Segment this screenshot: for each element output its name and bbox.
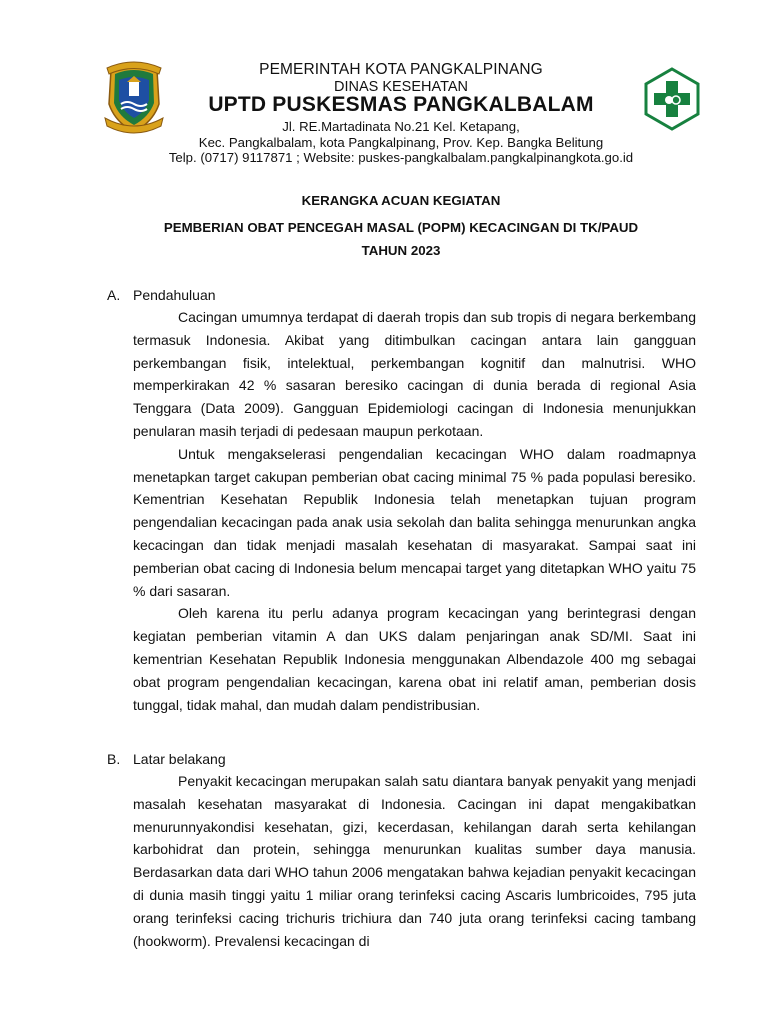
contact-line: Telp. (0717) 9117871 ; Website: puskes-pangkalbalam.pangkalpinangkota.go.id — [168, 150, 634, 165]
paragraph: Penyakit kecacingan merupakan salah satu diantara banyak penyakit yang menjadi masalah kesehatan masyarakat di Indonesia. Cacingan ini dapat mengakibatkan menurunnyakondisi kesehatan, gizi, kecerdasan, kehilangan darah serta kehilangan karbohidrat dan protein, sehingga menurunkan kualitas sumber daya manusia. Berdasarkan data dari WHO tahun 2006 mengatakan bahwa kejadian penyakit kecacingan di dunia masih tinggi yaitu 1 miliar orang terinfeksi cacing Ascaris lumbricoides, 795 juta orang terinfeksi cacing trichuris trichiura dan 740 juta orang terinfeksi cacing tambang (hookworm). Prevalensi kecacingan di — [133, 773, 696, 949]
section-letter: B. — [107, 751, 121, 767]
document-year: TAHUN 2023 — [361, 243, 441, 258]
section-body-a — [133, 306, 696, 716]
address-line-2: Kec. Pangkalbalam, kota Pangkalpinang, Prov. Kep. Bangka Belitung — [198, 135, 604, 150]
document-title: KERANGKA ACUAN KEGIATAN — [301, 193, 501, 208]
section-body-b — [133, 770, 696, 952]
paragraph: Oleh karena itu perlu adanya program kecacingan yang berintegrasi dengan kegiatan pemberian vitamin A dan UKS dalam penjaringan anak SD/MI. Saat ini kementrian Kesehatan Republik Indonesia menggunakan Albendazole 400 mg sebagai obat program pengendalian kecacingan, karena obat ini relatif aman, pemberian dosis tunggal, tidak mahal, dan mudah dalam pendistribusian. — [133, 605, 696, 713]
document-subtitle: PEMBERIAN OBAT PENCEGAH MASAL (POPM) KECACINGAN DI TK/PAUD — [163, 220, 639, 235]
department-name: DINAS KESEHATAN — [333, 79, 469, 95]
paragraph: Untuk mengakselerasi pengendalian kecacingan WHO dalam roadmapnya menetapkan target cakupan pemberian obat cacing minimal 75 % pada populasi beresiko. Kementrian Kesehatan Republik Indonesia telah menetapkan tujuan program pengendalian kecacingan pada anak usia sekolah dan balita sehingga menurunkan angka kecacingan dan tidak menjadi masalah kesehatan di masyarakat. Sampai saat ini pemberian obat cacing di Indonesia belum mencapai target yang ditetapkan WHO yaitu 75 % dari sasaran. — [133, 445, 696, 599]
section-heading-b — [107, 751, 226, 767]
government-name: PEMERINTAH KOTA PANGKALPINANG — [259, 61, 543, 78]
section-letter: A. — [107, 287, 121, 303]
address-line-1: Jl. RE.Martadinata No.21 Kel. Ketapang, — [282, 119, 520, 134]
section-heading-a — [107, 287, 216, 303]
institution-name: UPTD PUSKESMAS PANGKALBALAM — [208, 93, 594, 116]
section-title: Pendahuluan — [133, 287, 216, 303]
health-cross-icon — [642, 67, 702, 131]
paragraph: Cacingan umumnya terdapat di daerah tropis dan sub tropis di negara berkembang termasuk Indonesia. Akibat yang ditimbulkan cacingan antara lain gangguan perkembangan fisik, intelektual, perkembangan kognitif dan malnutrisi. WHO memperkirakan 42 % sasaran beresiko cacingan di dunia berada di regional Asia Tenggara (Data 2009). Gangguan Epidemiologi cacingan di Indonesia menunjukkan penularan masih terjadi di pedesaan maupun perkotaan. — [133, 309, 696, 439]
section-title: Latar belakang — [133, 751, 226, 767]
city-emblem-icon — [103, 60, 165, 134]
